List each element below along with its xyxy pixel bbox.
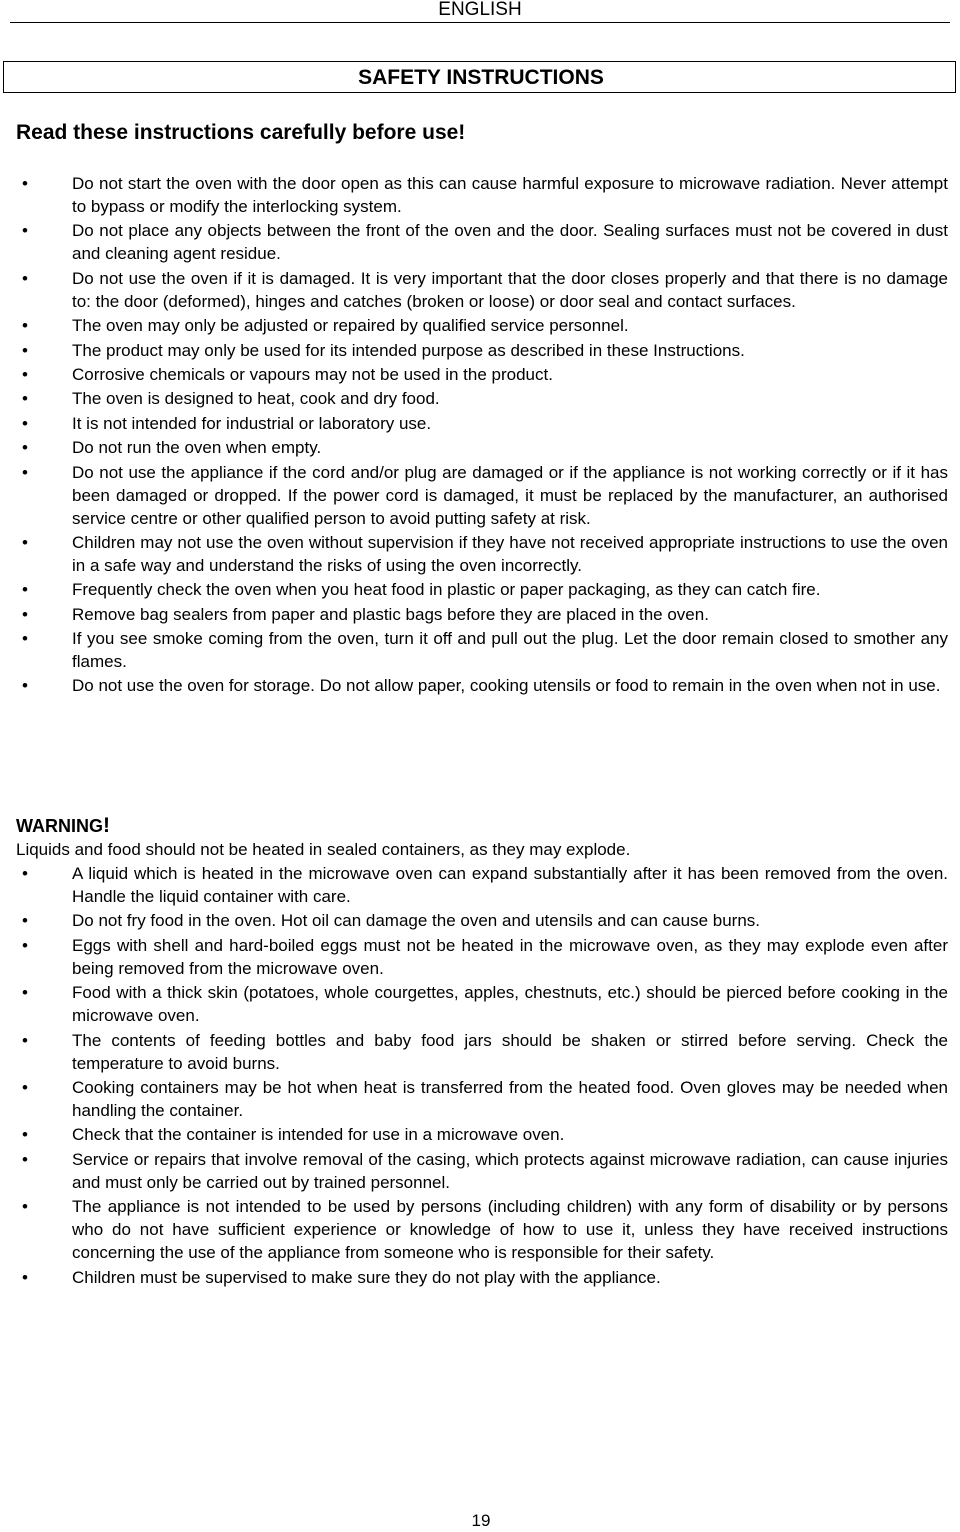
list-item-text: If you see smoke coming from the oven, turn it off and pull out the plug. Let the door remain closed to smother any flames. [72, 629, 948, 672]
bullet-icon: • [22, 604, 28, 624]
list-item-text: The contents of feeding bottles and baby food jars should be shaken or stirred before serving. Check the temperature to avoid burns. [72, 1030, 948, 1073]
warning-label: WARNING [16, 816, 103, 836]
list-item [0, 219, 960, 265]
list-item [0, 862, 960, 908]
list-item-text: Do not run the oven when empty. [72, 438, 322, 458]
list-item-text: Frequently check the oven when you heat food in plastic or paper packaging, as they can catch fire. [72, 580, 821, 600]
bullet-icon: • [22, 1125, 28, 1145]
list-item-text: Do not start the oven with the door open as this can cause harmful exposure to microwave radiation. Never attempt to bypass or modify the interlocking system. [72, 174, 948, 216]
bullet-icon: • [22, 1077, 28, 1097]
bullet-icon: • [22, 532, 28, 552]
list-item [0, 314, 960, 337]
list-item [0, 436, 960, 459]
warning-list [0, 862, 960, 1290]
header-divider [10, 22, 950, 23]
list-item [0, 981, 960, 1027]
header-language: ENGLISH [438, 0, 522, 20]
bullet-icon: • [22, 174, 28, 193]
list-item [0, 674, 960, 697]
list-item-text: Do not use the appliance if the cord and/or plug are damaged or if the appliance is not working correctly or if it has been damaged or dropped. If the power cord is damaged, it must be replaced by the manufacturer, an authorised service centre or other qualified person to avoid putting safety at risk. [72, 462, 948, 528]
warning-intro: Liquids and food should not be heated in sealed containers, as they may explode. [16, 840, 631, 859]
list-item-text: The oven is designed to heat, cook and dry food. [72, 389, 440, 409]
list-item-text: Remove bag sealers from paper and plastic bags before they are placed in the oven. [72, 604, 709, 624]
list-item [0, 387, 960, 410]
bullet-icon: • [22, 340, 28, 360]
bullet-icon: • [22, 316, 28, 336]
bullet-icon: • [22, 864, 28, 883]
list-item-text: Check that the container is intended for use in a microwave oven. [72, 1125, 565, 1145]
list-item [0, 909, 960, 932]
bullet-icon: • [22, 983, 28, 1003]
list-item [0, 172, 960, 218]
list-item-text: Corrosive chemicals or vapours may not be used in the product. [72, 364, 553, 384]
bullet-icon: • [22, 268, 28, 288]
list-item [0, 1076, 960, 1122]
bullet-icon: • [22, 364, 28, 384]
list-item [0, 1123, 960, 1146]
list-item [0, 339, 960, 362]
list-item-text: Service or repairs that involve removal of the casing, which protects against microwave radiation, can cause injuries and must only be carried out by trained personnel. [72, 1149, 948, 1192]
list-item [0, 1266, 960, 1289]
bullet-icon: • [22, 676, 28, 696]
list-item-text: Do not place any objects between the front of the oven and the door. Sealing surfaces must not be covered in dust and cleaning agent residue. [72, 221, 948, 264]
list-item-text: Children must be supervised to make sure they do not play with the appliance. [72, 1267, 661, 1287]
list-item [0, 627, 960, 673]
bullet-icon: • [22, 580, 28, 600]
list-item [0, 934, 960, 980]
bullet-icon: • [22, 1149, 28, 1169]
bullet-icon: • [22, 935, 28, 955]
list-item [0, 603, 960, 626]
list-item [0, 1148, 960, 1194]
page-number: 19 [471, 1511, 491, 1530]
list-item-text: It is not intended for industrial or laboratory use. [72, 413, 432, 433]
bullet-icon: • [22, 221, 28, 241]
bullet-icon: • [22, 438, 28, 458]
warning-exclamation: ! [103, 814, 110, 837]
bullet-icon: • [22, 413, 28, 433]
list-item [0, 461, 960, 530]
bullet-icon: • [22, 1267, 28, 1287]
list-item [0, 1195, 960, 1264]
list-item-text: Cooking containers may be hot when heat is transferred from the heated food. Oven gloves may be needed when handling the container. [72, 1077, 948, 1120]
list-item-text: A liquid which is heated in the microwave oven can expand substantially after it has been removed from the oven. Handle the liquid container with care. [72, 864, 948, 906]
bullet-icon: • [22, 1030, 28, 1050]
list-item-text: Children may not use the oven without supervision if they have not received appropriate instructions to use the oven in a safe way and understand the risks of using the oven incorrectly. [72, 532, 948, 575]
warning-heading [16, 814, 110, 838]
bullet-icon: • [22, 462, 28, 482]
bullet-icon: • [22, 629, 28, 649]
bullet-icon: • [22, 911, 28, 931]
list-item-text: The oven may only be adjusted or repaired by qualified service personnel. [72, 316, 629, 336]
list-item [0, 267, 960, 313]
list-item [0, 578, 960, 601]
list-item-text: Do not fry food in the oven. Hot oil can damage the oven and utensils and can cause burns. [72, 911, 760, 931]
list-item-text: The appliance is not intended to be used by persons (including children) with any form of disability or by persons who do not have sufficient experience or knowledge of how to use it, unless they have received instructions concerning the use of the appliance from someone who is responsible for their safety. [72, 1197, 948, 1263]
list-item [0, 363, 960, 386]
section-title: SAFETY INSTRUCTIONS [358, 66, 604, 89]
safety-instructions-list [0, 172, 960, 699]
list-item-text: Do not use the oven for storage. Do not allow paper, cooking utensils or food to remain in the oven when not in use. [72, 676, 941, 696]
list-item-text: The product may only be used for its intended purpose as described in these Instructions. [72, 340, 745, 360]
intro-heading: Read these instructions carefully before use! [16, 121, 466, 144]
bullet-icon: • [22, 1197, 28, 1217]
bullet-icon: • [22, 389, 28, 409]
list-item-text: Do not use the oven if it is damaged. It is very important that the door closes properly and that there is no damage to: the door (deformed), hinges and catches (broken or loose) or door seal and contact surfaces. [72, 268, 948, 311]
list-item [0, 1029, 960, 1075]
list-item-text: Food with a thick skin (potatoes, whole courgettes, apples, chestnuts, etc.) should be pierced before cooking in the microwave oven. [72, 983, 948, 1026]
list-item [0, 531, 960, 577]
list-item [0, 412, 960, 435]
list-item-text: Eggs with shell and hard-boiled eggs must not be heated in the microwave oven, as they may explode even after being removed from the microwave oven. [72, 935, 948, 978]
